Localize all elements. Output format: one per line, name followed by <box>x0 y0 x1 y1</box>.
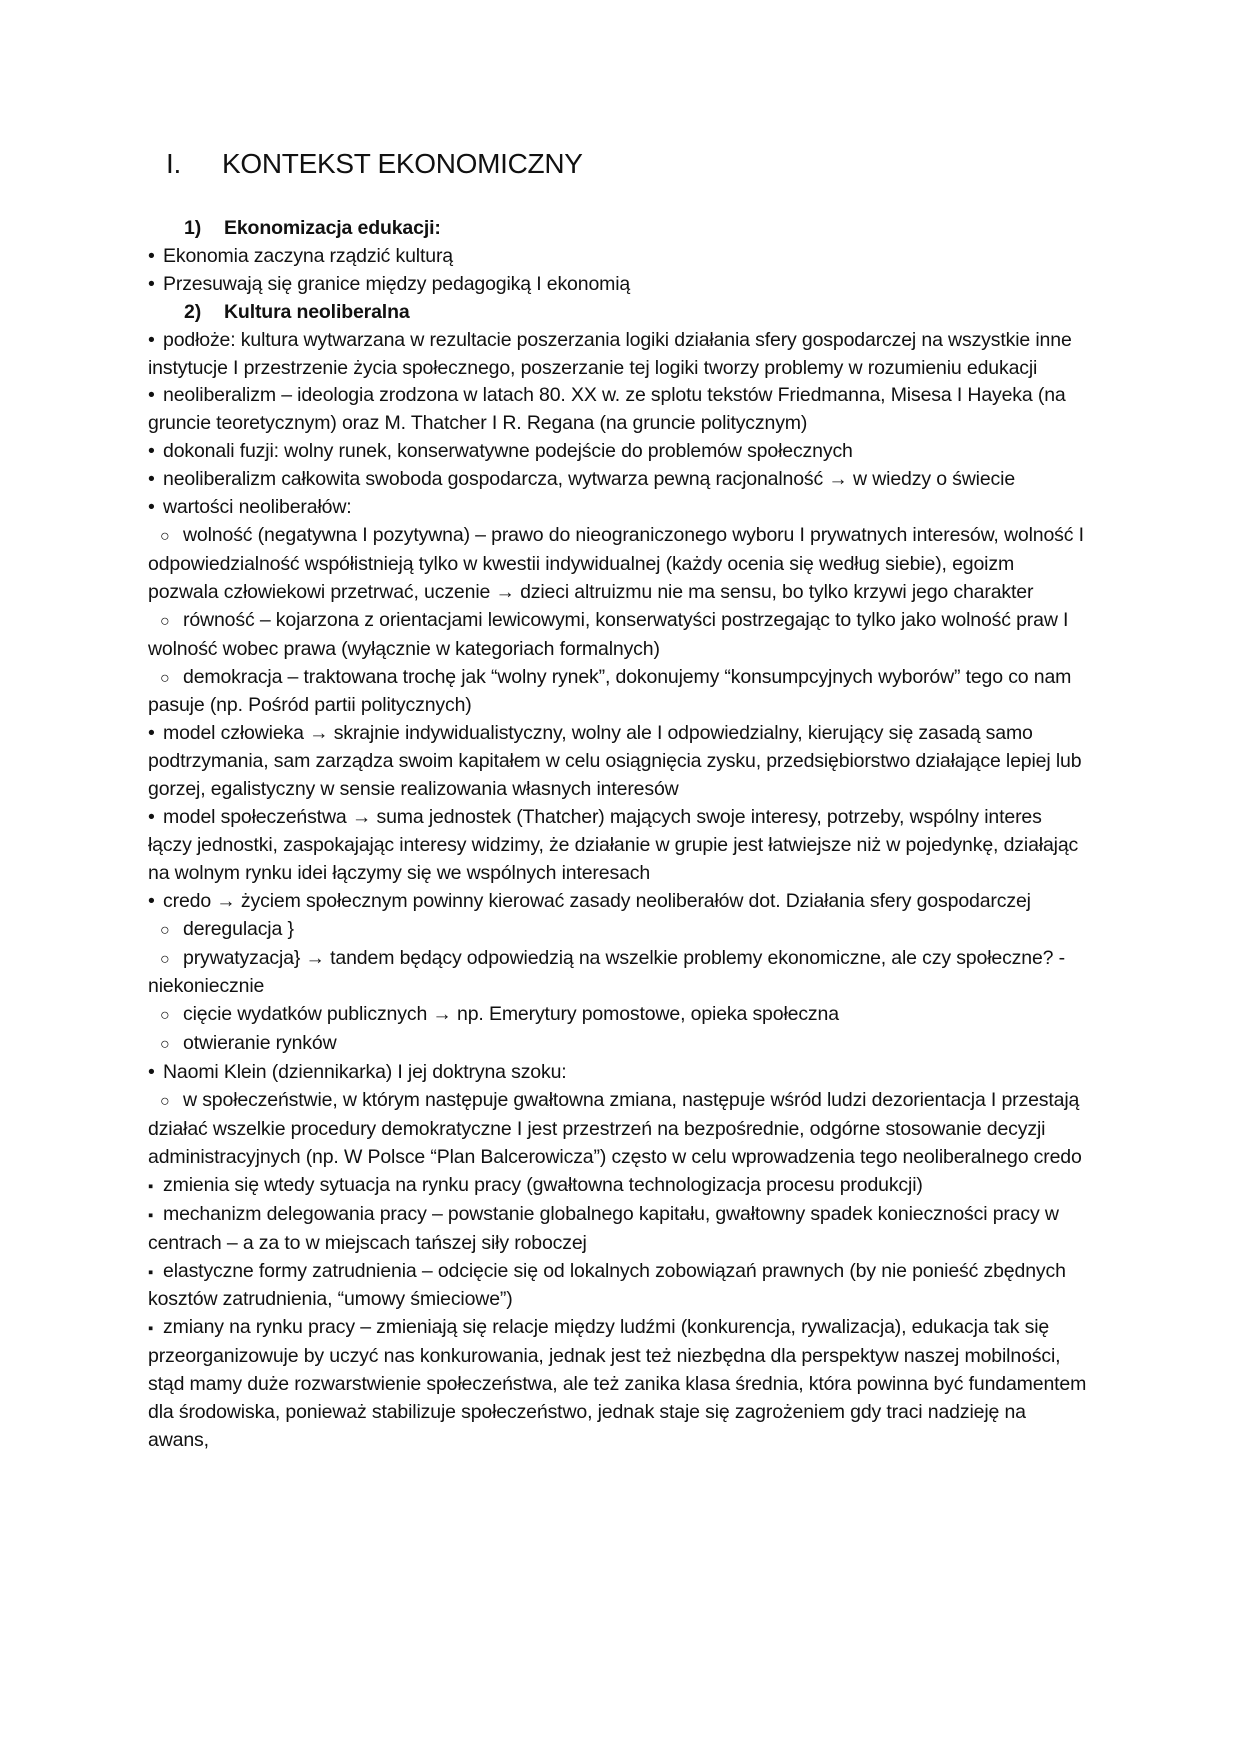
sub-bullet-item <box>148 945 1088 1002</box>
item-text: prywatyzacja} → tandem będący odpowiedzią na wszelkie problemy ekonomiczne, ale czy społeczne? - niekoniecznie <box>148 946 1065 998</box>
circle-icon: ○ <box>160 921 170 939</box>
circle-icon: ○ <box>160 1036 170 1054</box>
sub-bullet-item <box>148 1001 1088 1030</box>
bullet-icon: • <box>148 889 155 912</box>
circle-icon: ○ <box>160 1007 170 1025</box>
section-title: Ekonomizacja edukacji: <box>224 217 441 239</box>
bullet-icon: • <box>148 440 155 463</box>
sub-bullet-item <box>148 1087 1088 1172</box>
bullet-icon: • <box>148 496 155 519</box>
item-text: Naomi Klein (dziennikarka) I jej doktryna szoku: <box>163 1061 567 1084</box>
document-body <box>148 215 1088 1455</box>
bullet-item <box>148 888 1088 916</box>
bullet-icon: • <box>148 384 155 407</box>
item-text: wolność (negatywna I pozytywna) – prawo do nieograniczonego wyboru I prywatnych interesów, wolność I odpowiedzialność współistnieją tylko w kwestii indywidualnej (każdy ocenia się według siebie), egoizm pozwala człowiekowi przetrwać, uczenie → dzieci altruizmu nie ma sensu, bo tylko krzywi jego charakter <box>148 523 1084 603</box>
item-text: deregulacja } <box>183 917 294 940</box>
item-text: Ekonomia zaczyna rządzić kulturą <box>163 244 453 267</box>
item-text: równość – kojarzona z orientacjami lewicowymi, konserwatyści postrzegając to tylko jako wolność praw I wolność wobec prawa (wyłącznie w kategoriach formalnych) <box>148 608 1069 660</box>
bullet-item <box>148 382 1088 438</box>
bullet-item <box>148 1059 1088 1087</box>
item-text: model społeczeństwa → suma jednostek (Thatcher) mających swoje interesy, potrzeby, wspólny interes łączy jednostki, zaspokajając interesy widzimy, że działanie w grupie jest łatwiejsze niż w pojedynkę, działając na wolnym rynku idei łączymy się we wspólnych interesach <box>148 806 1079 884</box>
item-text: Przesuwają się granice między pedagogiką I ekonomią <box>163 272 631 295</box>
item-text: demokracja – traktowana trochę jak “wolny rynek”, dokonujemy “konsumpcyjnych wyborów” tego co nam pasuje (np. Pośród partii politycznych) <box>148 665 1072 717</box>
square-icon: ▪ <box>148 1320 154 1338</box>
bullet-item <box>148 720 1088 804</box>
item-text: wartości neoliberałów: <box>163 496 352 519</box>
circle-icon: ○ <box>160 612 170 630</box>
item-text: model człowieka → skrajnie indywidualistyczny, wolny ale I odpowiedzialny, kierujący się zasadą samo podtrzymania, sam zarządza swoim kapitałem w celu osiągnięcia zysku, przedsiębiorstwo działające lepiej lub gorzej, egalistyczny w sensie realizowania własnych interesów <box>148 722 1082 801</box>
bullet-icon: • <box>148 806 155 829</box>
bullet-icon: • <box>148 244 155 267</box>
sub-bullet-item <box>148 522 1088 607</box>
sub-bullet-item <box>148 1030 1088 1059</box>
square-bullet-item <box>148 1258 1088 1315</box>
section-heading <box>148 299 1088 327</box>
bullet-item <box>148 494 1088 522</box>
bullet-item <box>148 271 1088 299</box>
sub-bullet-item <box>148 664 1088 721</box>
square-bullet-item <box>148 1172 1088 1201</box>
square-icon: ▪ <box>148 1263 154 1281</box>
bullet-item <box>148 327 1088 383</box>
item-text: mechanizm delegowania pracy – powstanie globalnego kapitału, gwałtowny spadek konieczności pracy w centrach – a za to w miejscach tańszej siły roboczej <box>148 1202 1059 1254</box>
item-text: cięcie wydatków publicznych → np. Emerytury pomostowe, opieka społeczna <box>183 1003 839 1026</box>
bullet-icon: • <box>148 468 155 491</box>
sub-bullet-item <box>148 607 1088 664</box>
page-title <box>166 148 583 180</box>
item-text: elastyczne formy zatrudnienia – odcięcie się od lokalnych zobowiązań prawnych (by nie ponieść zbędnych kosztów zatrudnienia, “umowy śmieciowe”) <box>148 1259 1066 1311</box>
circle-icon: ○ <box>160 950 170 968</box>
section-number: 1) <box>184 217 202 239</box>
circle-icon: ○ <box>160 669 170 687</box>
square-icon: ▪ <box>148 1206 154 1224</box>
bullet-icon: • <box>148 272 155 295</box>
section-title: Kultura neoliberalna <box>224 300 410 323</box>
item-text: otwieranie rynków <box>183 1032 337 1055</box>
section-heading <box>148 215 1088 243</box>
bullet-item <box>148 466 1088 494</box>
square-icon: ▪ <box>148 1177 154 1195</box>
circle-icon: ○ <box>160 527 170 545</box>
item-text: podłoże: kultura wytwarzana w rezultacie poszerzania logiki działania sfery gospodarczej na wszystkie inne instytucje I przestrzenie życia społecznego, poszerzanie tej logiki tworzy problemy w rozumieniu edukacji <box>148 328 1072 379</box>
sub-bullet-item <box>148 916 1088 945</box>
bullet-icon: • <box>148 328 155 351</box>
bullet-icon: • <box>148 722 155 745</box>
title-text: KONTEKST EKONOMICZNY <box>222 148 583 179</box>
item-text: neoliberalizm – ideologia zrodzona w latach 80. XX w. ze splotu tekstów Friedmanna, Misesa I Hayeka (na gruncie teoretycznym) oraz M. Thatcher I R. Regana (na gruncie politycznym) <box>148 384 1066 435</box>
bullet-item <box>148 804 1088 888</box>
section-number: 2) <box>184 300 202 323</box>
square-bullet-item <box>148 1314 1088 1455</box>
bullet-item <box>148 243 1088 271</box>
bullet-icon: • <box>148 1061 155 1084</box>
item-text: zmiany na rynku pracy – zmieniają się relacje między ludźmi (konkurencja, rywalizacja), edukacja tak się przeorganizowuje by uczyć nas konkurowania, jednak jest też niezbędna dla perspektyw naszej mobilności, stąd mamy duże rozwarstwienie społeczeństwa, ale też zanika klasa średnia, która powinna być fundamentem dla środowiska, ponieważ stabilizuje społeczeństwo, jednak staje się zagrożeniem gdy traci nadzieję na awans, <box>148 1316 1087 1451</box>
item-text: zmienia się wtedy sytuacja na rynku pracy (gwałtowna technologizacja procesu produkcji) <box>163 1173 923 1196</box>
square-bullet-item <box>148 1201 1088 1258</box>
item-text: w społeczeństwie, w którym następuje gwałtowna zmiana, następuje wśród ludzi dezorientacja I przestają działać wszelkie procedury demokratyczne I jest przestrzeń na bezpośrednie, odgórne stosowanie decyzji administracyjnych (np. W Polsce “Plan Balcerowicza”) często w celu wprowadzenia tego neoliberalnego credo <box>148 1089 1082 1168</box>
bullet-item <box>148 438 1088 466</box>
circle-icon: ○ <box>160 1093 170 1111</box>
title-number: I. <box>166 148 181 179</box>
item-text: dokonali fuzji: wolny runek, konserwatywne podejście do problemów społecznych <box>163 440 853 463</box>
item-text: credo → życiem społecznym powinny kierować zasady neoliberałów dot. Działania sfery gospodarczej <box>163 889 1031 912</box>
item-text: neoliberalizm całkowita swoboda gospodarcza, wytwarza pewną racjonalność → w wiedzy o świecie <box>163 468 1016 491</box>
